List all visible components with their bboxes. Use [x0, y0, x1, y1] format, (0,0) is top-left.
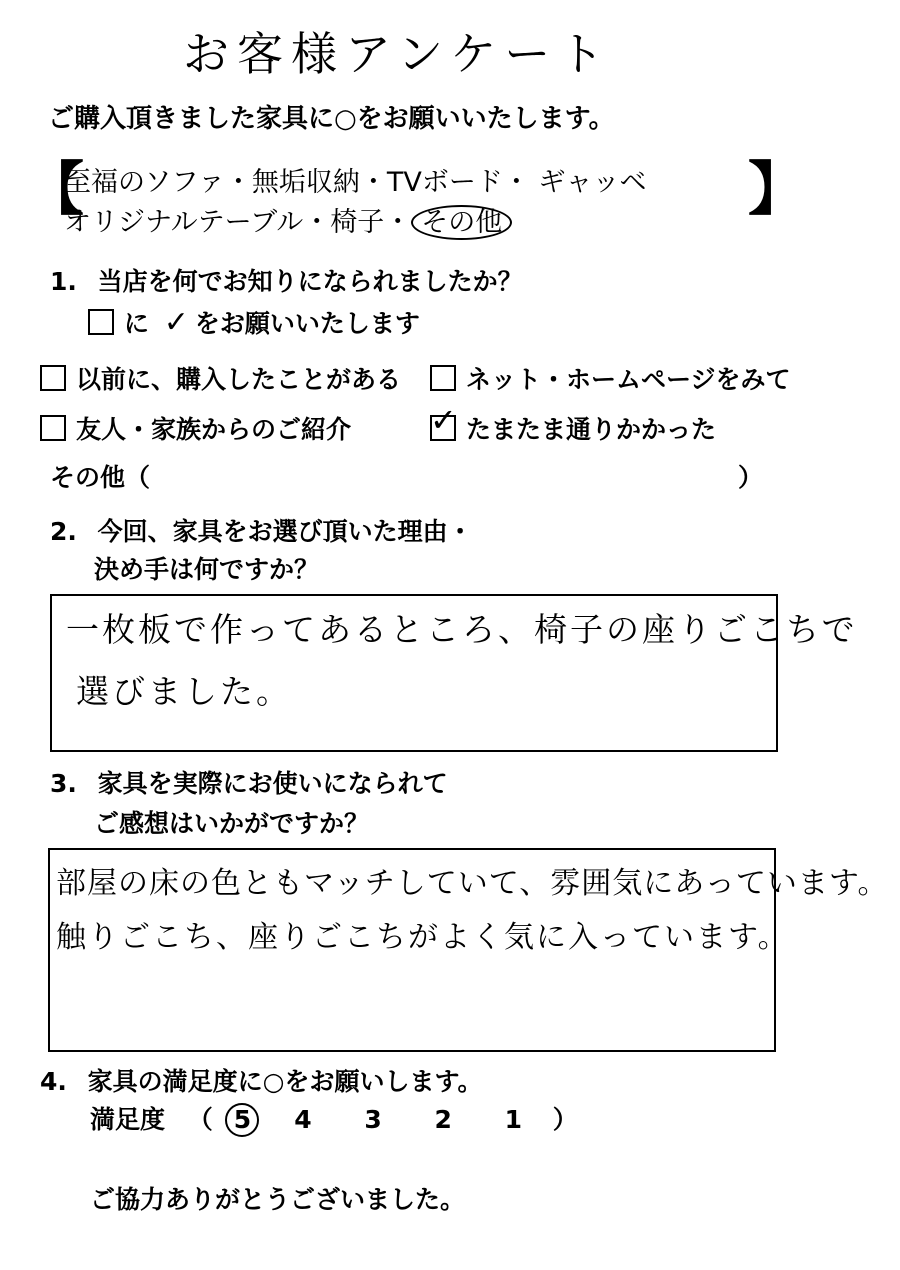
- q1-number: 1.: [50, 267, 77, 296]
- rating-score-2[interactable]: 2: [434, 1105, 452, 1134]
- q1-option-referral[interactable]: [40, 410, 351, 446]
- satisfaction-label: 満足度: [90, 1105, 166, 1134]
- q3-question-line1: 家具を実際にお使いになられて: [97, 769, 448, 798]
- q3-answer-line2: 触りごこち、座りごこちがよく気に入っています。: [56, 920, 790, 955]
- q1-other-label: その他（: [50, 463, 151, 492]
- satisfaction-rating: [90, 1100, 578, 1137]
- q1-instruction: [88, 304, 420, 340]
- q2-number: 2.: [50, 517, 77, 546]
- q1-other-close: ）: [738, 463, 764, 492]
- bracket-left: 【: [26, 155, 85, 223]
- checkbox-previous-purchase[interactable]: [40, 365, 66, 391]
- q2-answer-line2: 選びました。: [76, 672, 292, 711]
- checkbox-referral[interactable]: [40, 415, 66, 441]
- check-mark-icon: ✓: [163, 305, 189, 340]
- q1-option-previous-purchase[interactable]: [40, 360, 401, 396]
- check-icon: ✓: [430, 401, 457, 439]
- checkbox-website[interactable]: [430, 365, 456, 391]
- selected-product-other[interactable]: その他: [411, 205, 512, 240]
- product-list-line2-text: オリジナルテーブル・椅子・: [64, 207, 412, 238]
- sample-checkbox: [88, 309, 114, 335]
- option-label: 友人・家族からのご紹介: [76, 415, 352, 444]
- checkbox-passing-by[interactable]: [430, 401, 457, 441]
- q2-question-line1: 今回、家具をお選び頂いた理由・: [97, 517, 473, 546]
- q1-option-website[interactable]: [430, 360, 791, 396]
- rating-score-4[interactable]: 4: [294, 1105, 312, 1134]
- q4-question: 家具の満足度に○をお願いします。: [87, 1067, 483, 1096]
- q3-heading: [50, 764, 448, 800]
- q1-instruction-suffix: をお願いいたします: [194, 309, 420, 338]
- q2-heading: [50, 512, 473, 548]
- q4-number: 4.: [40, 1067, 67, 1096]
- q2-question-line2: 決め手は何ですか？: [94, 555, 320, 584]
- q1-question: 当店を何でお知りになられましたか？: [97, 267, 523, 296]
- q1-heading: [50, 262, 523, 298]
- q1-instruction-prefix: に: [124, 309, 150, 338]
- rating-close-paren: ）: [552, 1105, 578, 1134]
- q3-question-line2: ご感想はいかがですか？: [94, 809, 370, 838]
- option-label: 以前に、購入したことがある: [76, 365, 402, 394]
- q4-heading: [40, 1062, 482, 1098]
- q1-option-passing-by[interactable]: [430, 401, 717, 446]
- survey-title: お客様アンケート: [183, 27, 613, 81]
- option-label: たまたま通りかかった: [466, 415, 717, 444]
- q3-answer-line1: 部屋の床の色ともマッチしていて、雰囲気にあっています。: [56, 866, 889, 901]
- q3-number: 3.: [50, 769, 77, 798]
- thank-you-message: ご協力ありがとうございました。: [90, 1185, 466, 1214]
- rating-score-5-selected[interactable]: 5: [225, 1103, 259, 1137]
- rating-score-1[interactable]: 1: [504, 1105, 522, 1134]
- product-list-line2: [64, 200, 512, 239]
- product-list-line1: 至福のソファ・無垢収納・TVボード・ ギャッベ: [64, 167, 647, 198]
- rating-score-3[interactable]: 3: [364, 1105, 382, 1134]
- q2-answer-line1: 一枚板で作ってあるところ、椅子の座りごこちで: [66, 610, 858, 649]
- rating-open-paren: （: [187, 1105, 213, 1134]
- purchase-instruction: ご購入頂きました家具に○をお願いいたします。: [48, 104, 615, 134]
- option-label: ネット・ホームページをみて: [466, 365, 791, 394]
- bracket-right: 】: [748, 155, 807, 223]
